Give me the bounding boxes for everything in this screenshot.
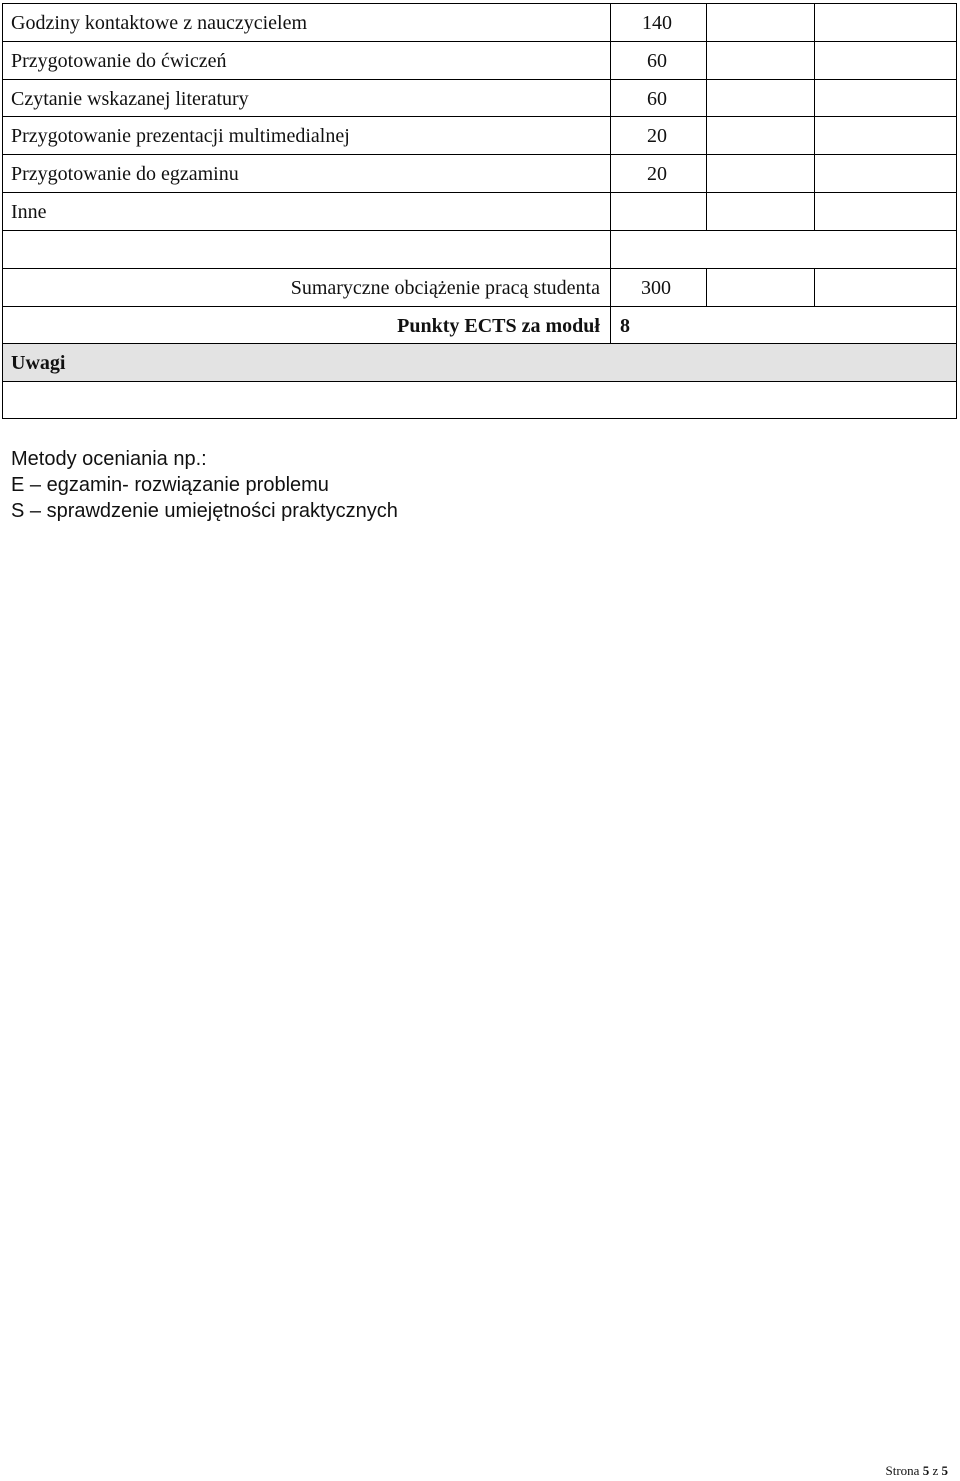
- total-workload-label: Sumaryczne obciążenie pracą studenta: [290, 277, 600, 299]
- table-row-label: Przygotowanie prezentacji multimedialnej: [11, 125, 350, 147]
- table-rule: [2, 343, 957, 344]
- table-row-value: 60: [647, 88, 667, 110]
- table-rule: [610, 306, 611, 344]
- ects-value: 8: [620, 315, 630, 337]
- table-rule: [2, 381, 957, 382]
- total-workload-value: 300: [641, 277, 671, 299]
- table-rule: [2, 418, 957, 419]
- ects-label: Punkty ECTS za moduł: [397, 315, 600, 337]
- table-rule: [706, 3, 707, 231]
- page-footer: [886, 1463, 948, 1479]
- footer-page-number: 5: [922, 1463, 930, 1478]
- table-row-value: 20: [647, 125, 667, 147]
- table-row-value: 140: [642, 12, 672, 34]
- table-row-label: Inne: [11, 201, 47, 223]
- table-rule: [610, 3, 611, 231]
- table-rule: [814, 3, 815, 231]
- table-rule: [706, 268, 707, 307]
- table-row-value: 60: [647, 50, 667, 72]
- remarks-header-shade: [2, 344, 956, 381]
- assessment-item: E – egzamin- rozwiązanie problemu: [11, 474, 329, 496]
- footer-separator: z: [929, 1463, 942, 1478]
- assessment-item: S – sprawdzenie umiejętności praktycznych: [11, 500, 398, 522]
- table-row-label: Przygotowanie do egzaminu: [11, 163, 239, 185]
- table-rule: [610, 268, 611, 307]
- table-rule: [610, 230, 611, 269]
- table-rule: [814, 268, 815, 307]
- table-row-value: 20: [647, 163, 667, 185]
- assessment-heading: Metody oceniania np.:: [11, 448, 207, 470]
- table-row-label: Godziny kontaktowe z nauczycielem: [11, 12, 307, 34]
- remarks-label: Uwagi: [11, 352, 66, 374]
- table-row-label: Przygotowanie do ćwiczeń: [11, 50, 227, 72]
- table-rule: [956, 3, 957, 419]
- table-row-label: Czytanie wskazanej literatury: [11, 88, 249, 110]
- footer-page-total: 5: [941, 1463, 948, 1478]
- footer-prefix: Strona: [885, 1463, 923, 1478]
- table-rule: [2, 3, 3, 419]
